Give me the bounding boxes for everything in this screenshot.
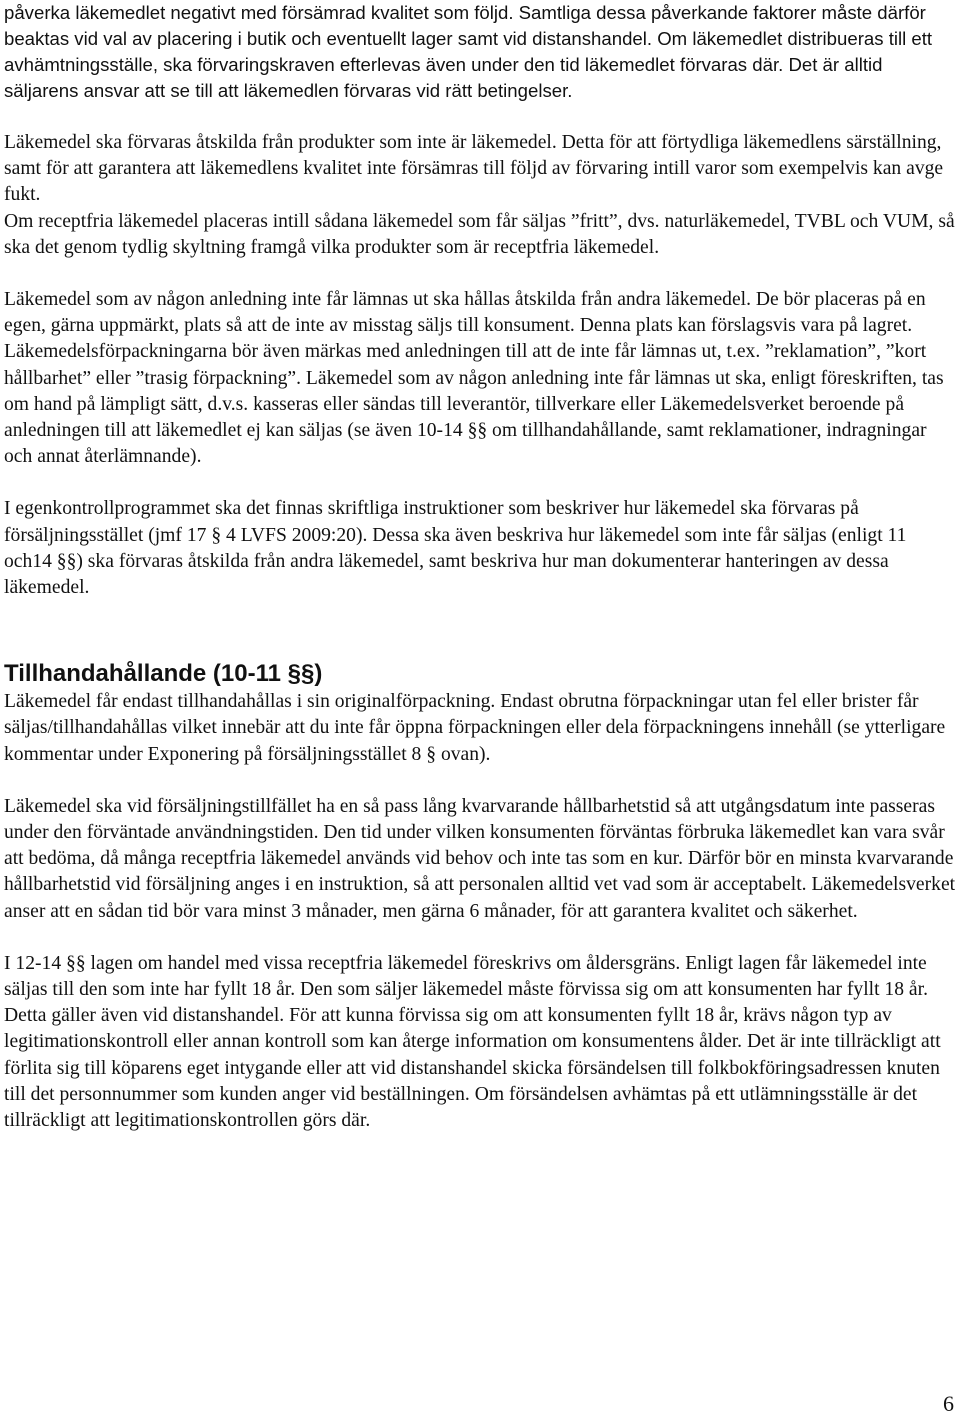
paragraph-age-limit: I 12-14 §§ lagen om handel med vissa receptfria läkemedel föreskrivs om åldersgräns. Enligt lagen får läkemedel inte säljas till den som inte har fyllt 18 år. Den som säljer läkemedel måste förvissa sig om att konsumenten har fyllt 18 år. — [4, 952, 928, 1001]
paragraph-storage-conditions: påverka läkemedlet negativt med försämrad kvalitet som följd. Samtliga dessa påverkande faktorer måste därför beaktas vid val av placering i butik och eventuellt lager samt vid distanshandel. Om läkemedlet distribueras till ett avhämtningsställe, ska förvaringskraven efterlevas även under den tid läkemedlet förvaras där. Det är alltid säljarens ansvar att se till att läkemedlen förvaras vid rätt betingelser. — [4, 2, 933, 101]
paragraph-shelf-life: Läkemedel ska vid försäljningstillfället ha en så pass lång kvarvarande hållbarhetstid så att utgångsdatum inte passeras under den förväntade användningstiden. Den tid under vilken konsumenten förväntas förbruka läkemedlet kan vara svår att bedöma, då många receptfria läkemedel används vid behov och inte tas som en kur. Därför bör en minsta kvarvarande hållbarhetstid vid försäljning anges i en instruktion, så att personalen alltid vet vad som är acceptabelt. Läkemedelsverket anser att en sådan tid bör vara minst 3 månader, men gärna 6 månader, för att garantera kvalitet och säkerhet. — [4, 795, 956, 922]
page-number: 6 — [943, 1391, 954, 1416]
paragraph-original-packaging: Läkemedel får endast tillhandahållas i sin originalförpackning. Endast obrutna förpackningar utan fel eller brister får säljas/tillhandahållas vilket innebär att du inte får öppna förpackningen eller dela förpackningens innehåll (se ytterligare kommentar under Exponering på försäljningsstället 8 § ovan). — [4, 691, 946, 765]
document-page — [4, 0, 956, 1134]
paragraph-self-control-program: I egenkontrollprogrammet ska det finnas skriftliga instruktioner som beskriver hur läkemedel ska förvaras på försäljningsstället (jmf 17 § 4 LVFS 2009:20). Dessa ska även beskriva hur läkemedel som inte får säljas (enligt 11 och14 §§) ska förvaras åtskilda från andra läkemedel, samt beskriva hur man dokumenterar hanteringen av dessa läkemedel. — [4, 498, 907, 599]
paragraph-withheld-medicines: Läkemedel som av någon anledning inte får lämnas ut ska hållas åtskilda från andra läkemedel. De bör placeras på en egen, gärna uppmärkt, plats så att de inte av misstag säljs till konsument. Denna plats kan förslagsvis vara på lagret. Läkemedelsförpackningarna bör även märkas med anledningen till att de inte får lämnas ut, t.ex. ”reklamation”, ”kort hållbarhet” eller ”trasig förpackning”. Läkemedel som av någon anledning inte får lämnas ut ska, enligt föreskriften, tas om hand på lämpligt sätt, d.v.s. kasseras eller sändas till leverantör, tillverkare eller Läkemedelsverket beroende på anledningen till att läkemedlet ej kan säljas (se även 10-14 §§ om tillhandahållande, samt reklamationer, indragningar och annat återlämnande). — [4, 289, 944, 468]
section-heading-tillhandahallande: Tillhandahållande (10-11 §§) — [4, 660, 323, 688]
paragraph-distance-sales-id: Detta gäller även vid distanshandel. För att kunna förvissa sig om att konsumenten fyllt 18 år, krävs någon typ av legitimationskontroll eller annan kontroll som kan återge information om konsumentens ålder. Det är inte tillräckligt att förlita sig till köparens eget intygande eller att vid distanshandel skicka försändelsen till folkbokföringsadressen knuten till det personnummer som kunden anger vid beställningen. Om försändelsen avhämtas på ett utlämningsställe är det tillräckligt att legitimationskontrollen görs där. — [4, 1005, 941, 1132]
paragraph-separate-storage: Läkemedel ska förvaras åtskilda från produkter som inte är läkemedel. Detta för att förtydliga läkemedlens särställning, samt för att garantera att läkemedlens kvalitet inte försämras till följd av förvaring intill varor som exempelvis kan avge fukt. — [4, 132, 944, 206]
paragraph-signage: Om receptfria läkemedel placeras intill sådana läkemedel som får säljas ”fritt”, dvs. naturläkemedel, TVBL och VUM, så ska det genom tydlig skyltning framgå vilka produkter som är receptfria läkemedel. — [4, 210, 955, 258]
